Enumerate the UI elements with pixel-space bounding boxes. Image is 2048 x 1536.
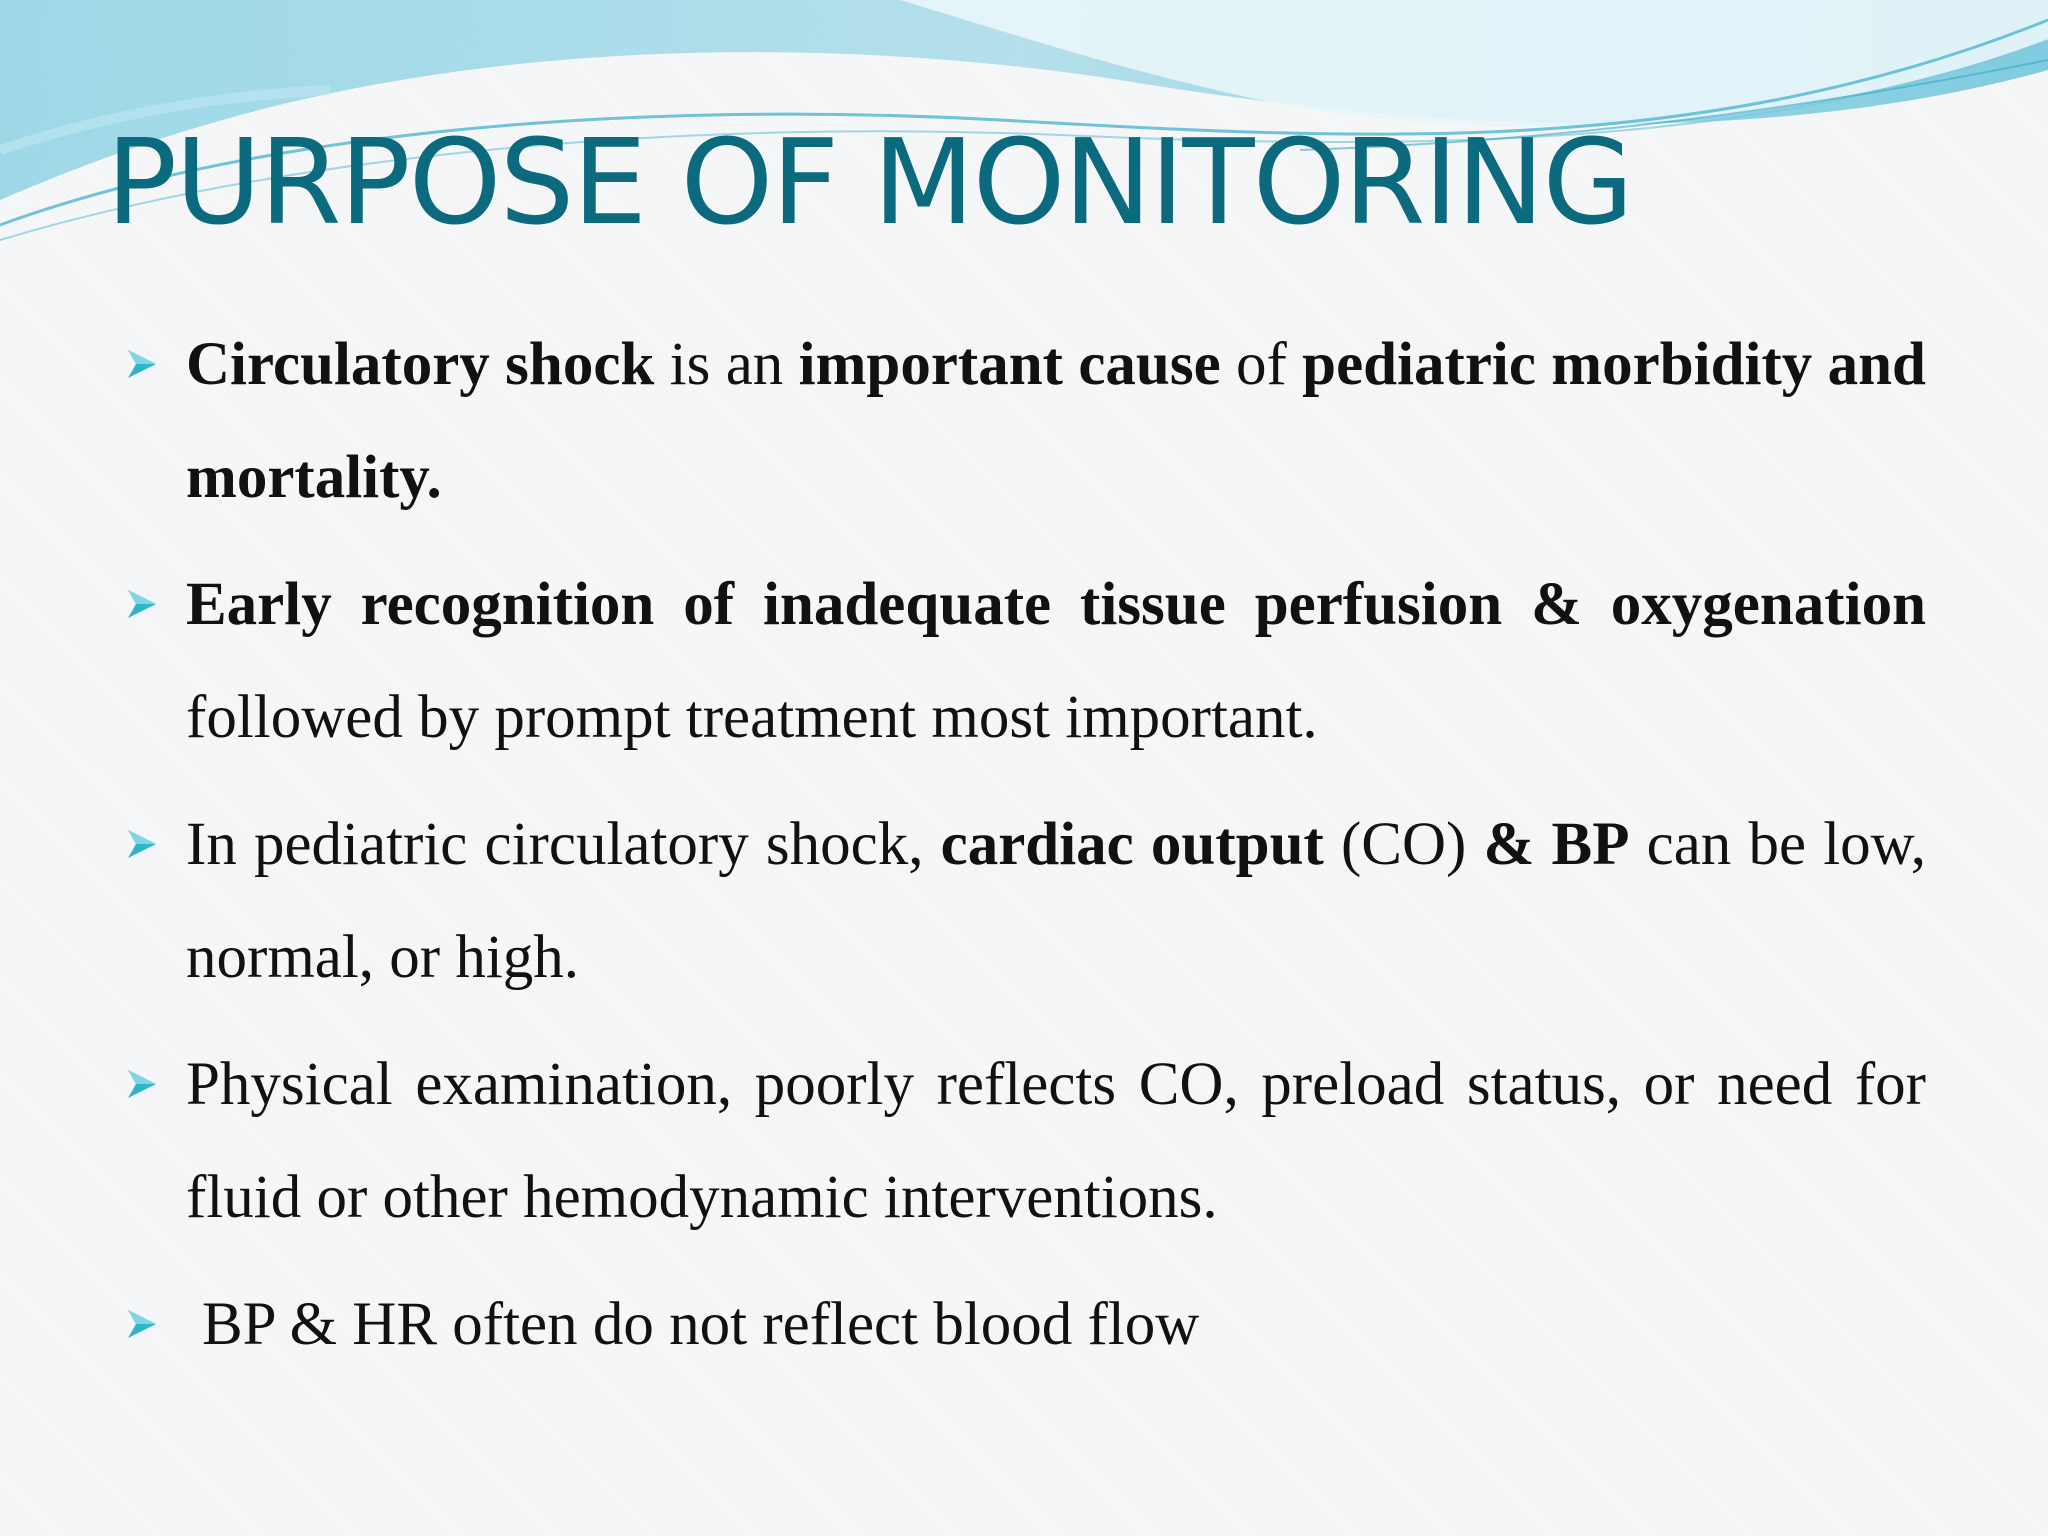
slide-title: PURPOSE OF MONITORING [106,113,1632,251]
bullet-text: Physical examination, poorly reflects CO, preload status, or need for fluid or other hemodynamic interventions. [186,1051,1926,1231]
bullet-text: In pediatric circulatory shock, [186,811,941,878]
bullet-text-bold: pediatric morbidity and mortality. [186,331,1926,511]
bullet-item [186,788,1926,1014]
bullet-text: of [1220,331,1303,398]
bullet-text: can be low, normal, or high. [186,811,1926,991]
bullet-text: is an [654,331,799,398]
bullet-item [186,1028,1926,1254]
bullet-item [186,308,1926,534]
bullet-text-bold: important cause [798,331,1221,398]
bullet-text: followed by prompt treatment most important. [186,684,1318,751]
bullet-text: BP & HR often do not reflect blood flow [202,1291,1200,1358]
bullet-text-bold: & BP [1483,811,1630,878]
arrowhead-bullet-icon [124,1306,160,1342]
bullet-text-bold: Circulatory shock [186,331,655,398]
arrowhead-bullet-icon [124,346,160,382]
bullet-item [186,548,1926,774]
bullet-item [186,1268,1926,1381]
bullet-text-bold: cardiac output [940,811,1324,878]
arrowhead-bullet-icon [124,1066,160,1102]
arrowhead-bullet-icon [124,586,160,622]
bullet-text-bold: Early recognition of inadequate tissue perfusion & oxygenation [186,571,1926,638]
arrowhead-bullet-icon [124,826,160,862]
bullet-text: (CO) [1323,811,1484,878]
